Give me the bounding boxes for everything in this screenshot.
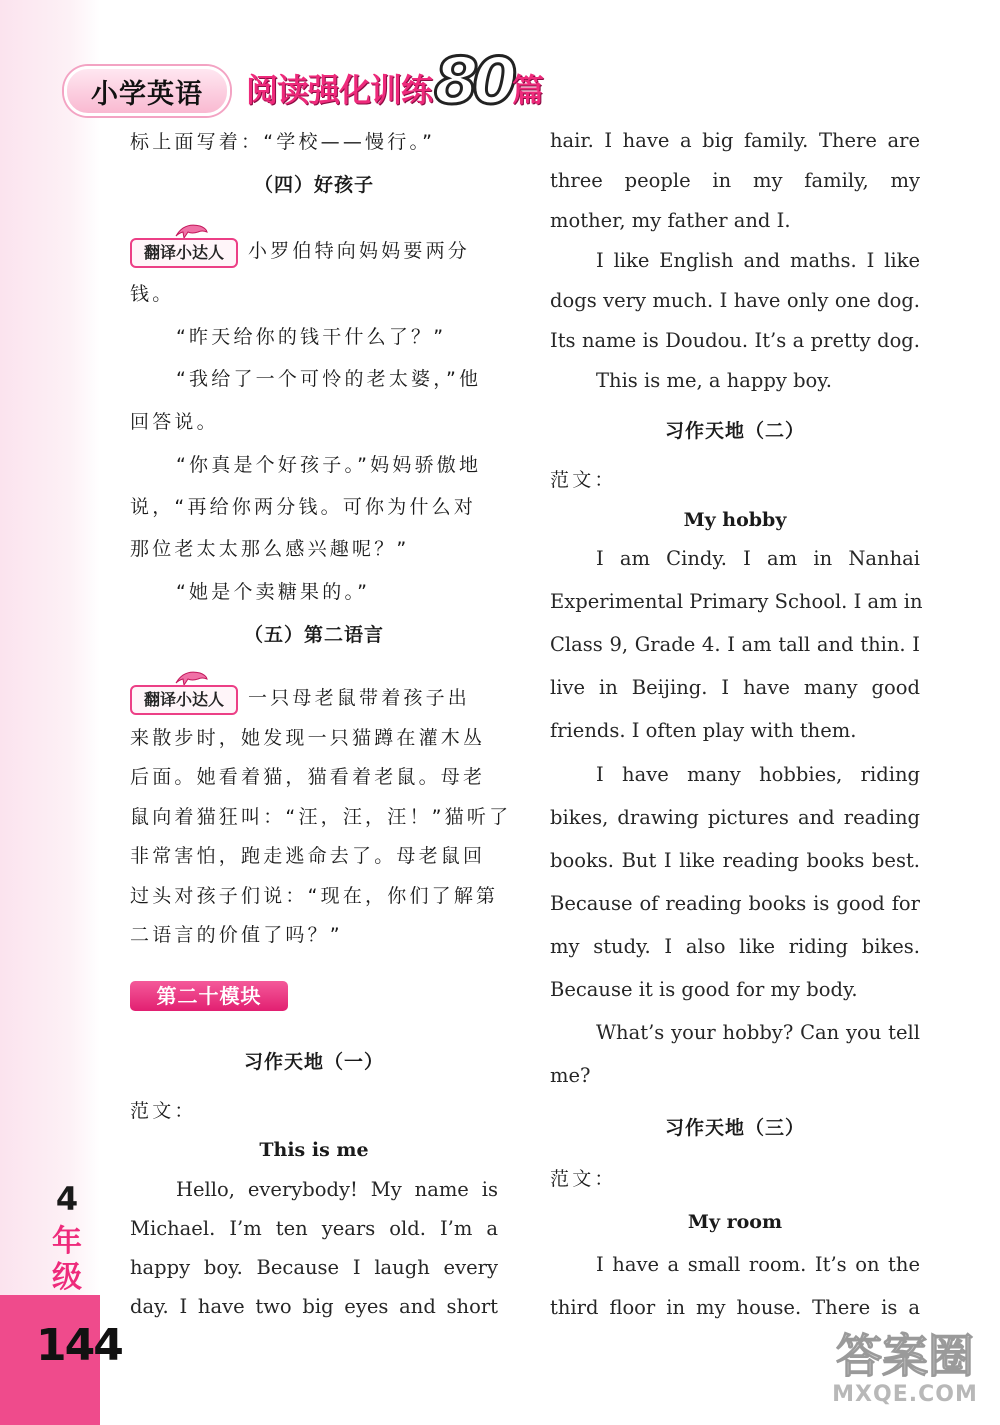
essay-line: I am Cindy. I am in Nanhai	[596, 547, 920, 570]
book-header	[60, 45, 560, 119]
essay-line: I like English and maths. I like	[596, 249, 920, 272]
sample-label: 范文：	[550, 469, 617, 491]
essay-line: What’s your hobby? Can you tell	[596, 1021, 920, 1044]
grade-char: 级	[52, 1260, 82, 1295]
essay-line: Because it is good for my body.	[550, 978, 858, 1001]
translation-badge: 翻译小达人	[130, 238, 238, 268]
text-line: 回答说。	[130, 411, 219, 433]
grade-number: 4	[55, 1180, 79, 1218]
translation-badge: 翻译小达人	[130, 685, 238, 715]
essay-line: three people in my family, my	[550, 169, 920, 192]
essay-line: books. But I like reading books best.	[550, 849, 920, 872]
text-line: 来散步时，她发现一只猫蹲在灌木丛	[130, 727, 486, 749]
essay-line: I have many hobbies, riding	[596, 763, 920, 786]
page-number: 144	[36, 1320, 122, 1371]
essay-line: dogs very much. I have only one dog.	[550, 289, 920, 312]
essay-2-title: My hobby	[683, 509, 787, 531]
watermark-logo	[820, 1330, 990, 1420]
watermark-url: MXQE.COM	[832, 1382, 978, 1407]
writing-1-title: 习作天地（一）	[243, 1051, 384, 1073]
essay-line: hair. I have a big family. There are	[550, 129, 920, 152]
essay-3-title: My room	[687, 1211, 783, 1233]
writing-2-title: 习作天地（二）	[664, 420, 805, 442]
grade-char: 年	[52, 1224, 82, 1259]
text-line: “她是个卖糖果的。”	[176, 581, 371, 603]
section-4-title: （四）好孩子	[253, 174, 374, 196]
text-line: “我给了一个可怜的老太婆，”他	[176, 368, 482, 390]
essay-line: Michael. I’m ten years old. I’m a	[130, 1217, 498, 1240]
essay-line: Class 9, Grade 4. I am tall and thin. I	[550, 633, 920, 656]
watermark-text: 答案圈	[836, 1329, 974, 1383]
essay-line: mother, my father and I.	[550, 209, 791, 232]
essay-line: Hello, everybody! My name is	[176, 1178, 498, 1201]
essay-line: friends. I often play with them.	[550, 719, 857, 742]
text-line: “你真是个好孩子。”妈妈骄傲地	[176, 454, 482, 476]
series-title: 阅读强化训练	[246, 71, 433, 109]
series-number: 80	[434, 45, 512, 119]
series-pill: 小学英语	[64, 66, 230, 116]
essay-line: happy boy. Because I laugh every	[130, 1256, 498, 1279]
module-banner: 第二十模块	[130, 981, 288, 1011]
text-line: 那位老太太那么感兴趣呢？”	[130, 538, 410, 560]
text-line: 非常害怕，跑走逃命去了。母老鼠回	[130, 845, 486, 867]
essay-line: my study. I also like riding bikes.	[550, 935, 920, 958]
text-line: 标上面写着：“学校——慢行。”	[130, 131, 436, 153]
text-line: 过头对孩子们说：“现在，你们了解第	[130, 885, 499, 907]
essay-line: me?	[550, 1064, 591, 1087]
side-strip	[0, 0, 100, 1425]
essay-line: This is me, a happy boy.	[596, 369, 832, 392]
section-5-title: （五）第二语言	[243, 624, 384, 646]
text-line: 一只母老鼠带着孩子出	[248, 687, 471, 709]
essay-line: I have a small room. It’s on the	[596, 1253, 920, 1276]
essay-line: bikes, drawing pictures and reading	[550, 806, 920, 829]
essay-line: Its name is Doudou. It’s a pretty dog.	[550, 329, 920, 352]
text-line: 钱。	[130, 283, 175, 305]
writing-3-title: 习作天地（三）	[664, 1117, 805, 1139]
essay-line: live in Beijing. I have many good	[550, 676, 920, 699]
series-suffix: 篇	[512, 71, 545, 109]
text-line: 二语言的价值了吗？”	[130, 924, 343, 946]
text-line: 小罗伯特向妈妈要两分	[248, 240, 471, 262]
text-line: 后面。她看着猫，猫看着老鼠。母老	[130, 766, 486, 788]
essay-line: Because of reading books is good for	[550, 892, 920, 915]
essay-line: third floor in my house. There is a	[550, 1296, 920, 1319]
text-line: 说，“再给你两分钱。可你为什么对	[130, 496, 477, 518]
essay-1-title: This is me	[259, 1139, 369, 1161]
sample-label: 范文：	[130, 1100, 197, 1122]
text-line: “昨天给你的钱干什么了？”	[176, 326, 447, 348]
text-line: 鼠向着猫狂叫：“汪，汪，汪！”猫听了	[130, 806, 512, 828]
essay-line: day. I have two big eyes and short	[130, 1295, 498, 1318]
essay-line: Experimental Primary School. I am in	[550, 590, 923, 613]
sample-label: 范文：	[550, 1168, 617, 1190]
